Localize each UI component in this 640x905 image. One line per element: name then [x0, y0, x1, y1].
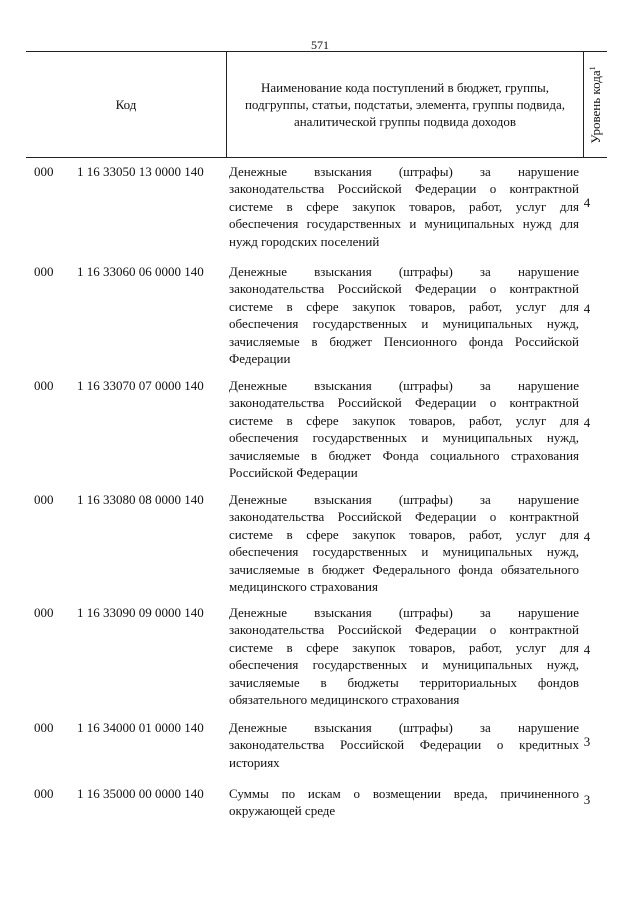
admin-code: 000 [34, 164, 54, 179]
table-header [26, 51, 607, 158]
header-level-label: Уровень кода [587, 69, 603, 144]
admin-code: 000 [34, 378, 54, 393]
admin-code: 000 [34, 264, 54, 279]
code-level: 4 [583, 301, 591, 316]
revenue-description: Денежные взыскания (штрафы) за нарушение законодательства Российской Федерации о контрактной системе в сфере закупок товаров, работ, услуг для обеспечения государственных и муниципальных нужд, зачисляемые в бюджет Фонда социального страхования Российской Федерации [229, 378, 579, 481]
revenue-description: Денежные взыскания (штрафы) за нарушение законодательства Российской Федерации о кредитных историях [229, 720, 579, 770]
code-level: 4 [583, 195, 591, 210]
revenue-description: Денежные взыскания (штрафы) за нарушение законодательства Российской Федерации о контрактной системе в сфере закупок товаров, работ, услуг для обеспечения государственных и муниципальных нужд, зачисляемые в бюджеты территориальных фондов обязательного медицинского страхования [229, 605, 579, 708]
revenue-description: Денежные взыскания (штрафы) за нарушение законодательства Российской Федерации о контрактной системе в сфере закупок товаров, работ, услуг для обеспечения государственных и муниципальных нужд, зачисляемые в бюджет Федерального фонда обязательного медицинского страхования [229, 492, 579, 595]
revenue-code: 1 16 33080 08 0000 140 [77, 492, 204, 507]
admin-code: 000 [34, 720, 54, 735]
code-level: 3 [583, 792, 591, 807]
page-number: 571 [311, 38, 329, 52]
revenue-code: 1 16 33060 06 0000 140 [77, 264, 204, 279]
code-level: 4 [583, 642, 591, 657]
revenue-code: 1 16 33090 09 0000 140 [77, 605, 204, 620]
header-level-footnote: 1 [587, 65, 597, 70]
code-level: 3 [583, 734, 591, 749]
header-code: Код [115, 96, 137, 112]
revenue-description: Денежные взыскания (штрафы) за нарушение законодательства Российской Федерации о контрактной системе в сфере закупок товаров, работ, услуг для обеспечения государственных и муниципальных нужд для нужд городских поселений [229, 164, 579, 249]
header-level [584, 52, 607, 157]
admin-code: 000 [34, 605, 54, 620]
revenue-description: Денежные взыскания (штрафы) за нарушение законодательства Российской Федерации о контрактной системе в сфере закупок товаров, работ, услуг для обеспечения государственных и муниципальных нужд, зачисляемые в бюджет Пенсионного фонда Российской Федерации [229, 264, 579, 367]
revenue-code: 1 16 33070 07 0000 140 [77, 378, 204, 393]
code-level: 4 [583, 415, 591, 430]
revenue-description: Суммы по искам о возмещении вреда, причиненного окружающей среде [229, 786, 579, 819]
code-level: 4 [583, 529, 591, 544]
header-name: Наименование кода поступлений в бюджет, группы, подгруппы, статьи, подстатьи, элемента, группы подвида, аналитической группы подвида доходов [244, 80, 566, 129]
revenue-code: 1 16 35000 00 0000 140 [77, 786, 204, 801]
revenue-code: 1 16 34000 01 0000 140 [77, 720, 204, 735]
revenue-code: 1 16 33050 13 0000 140 [77, 164, 204, 179]
admin-code: 000 [34, 786, 54, 801]
admin-code: 000 [34, 492, 54, 507]
